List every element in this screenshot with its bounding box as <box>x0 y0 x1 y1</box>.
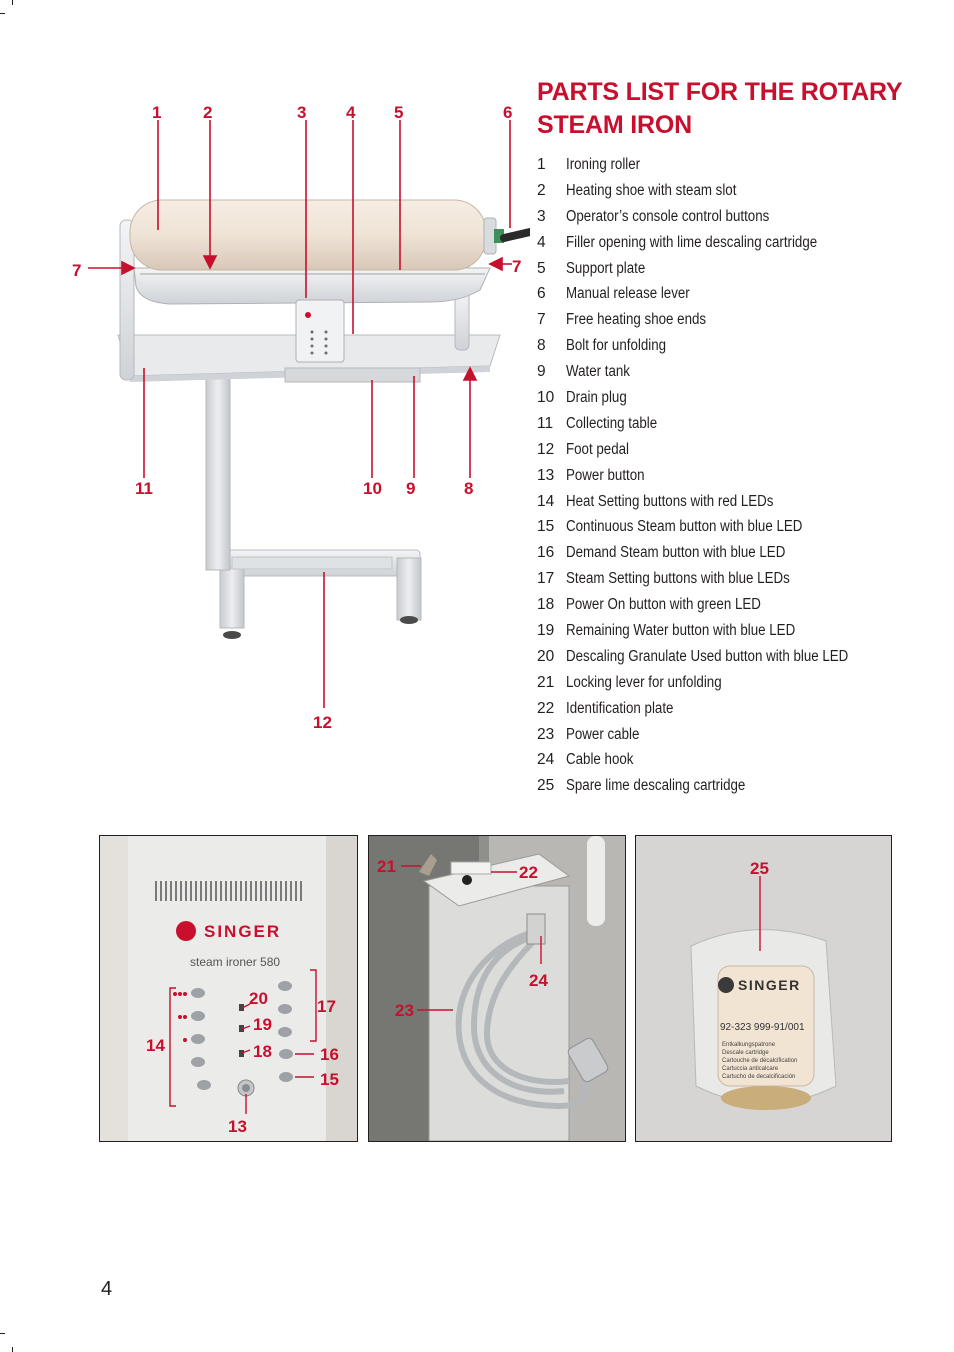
part-number: 8 <box>537 337 546 355</box>
page-number: 4 <box>101 1278 113 1300</box>
parts-list-item <box>537 747 894 773</box>
crop-mark <box>0 1333 5 1334</box>
callout-10: 10 <box>363 479 382 498</box>
part-label: Operator’s console control buttons <box>566 207 770 225</box>
callout-12: 12 <box>313 713 332 732</box>
part-number: 20 <box>537 647 555 665</box>
parts-list-item <box>537 463 894 489</box>
callout-22: 22 <box>519 863 538 882</box>
part-number: 19 <box>537 621 555 639</box>
part-number: 18 <box>537 596 555 614</box>
parts-list-item <box>537 773 894 799</box>
part-number: 21 <box>537 673 555 691</box>
console-model: steam ironer 580 <box>190 955 281 969</box>
part-number: 3 <box>537 207 546 225</box>
parts-list-item <box>537 230 894 256</box>
label-line: Cartouche de décalcification <box>722 1058 798 1064</box>
part-label: Identiﬁcation plate <box>566 699 674 717</box>
part-label: Water tank <box>566 363 630 381</box>
parts-list-item <box>537 618 894 644</box>
parts-list-item <box>537 204 894 230</box>
callout-23: 23 <box>395 1001 414 1020</box>
callout-9: 9 <box>406 479 416 498</box>
parts-list-item <box>537 696 894 722</box>
callout-19: 19 <box>253 1015 272 1034</box>
part-label: Cable hook <box>566 751 634 769</box>
callout-6: 6 <box>503 103 513 122</box>
part-label: Power cable <box>566 725 640 743</box>
part-label: Bolt for unfolding <box>566 337 667 355</box>
part-label: Descaling Granulate Used button with blue LED <box>566 647 849 665</box>
label-line: Descale cartridge <box>722 1050 769 1056</box>
parts-list-item <box>537 178 894 204</box>
operator-console <box>296 300 344 362</box>
callout-20: 20 <box>249 989 268 1008</box>
callout-25: 25 <box>750 859 769 878</box>
part-number: 5 <box>537 259 546 277</box>
water-tank <box>285 368 420 382</box>
part-label: Power button <box>566 466 645 484</box>
parts-list-item <box>537 670 894 696</box>
parts-list-item <box>537 489 894 515</box>
callout-8: 8 <box>464 479 474 498</box>
part-label: Spare lime descaling cartridge <box>566 777 746 795</box>
part-number: 17 <box>537 570 555 588</box>
part-label: Power On button with green LED <box>566 596 761 614</box>
part-label: Demand Steam button with blue LED <box>566 544 786 562</box>
part-number: 22 <box>537 699 555 717</box>
callout-1: 1 <box>152 103 162 122</box>
cartridge-part-number: 92-323 999-91/001 <box>720 1022 805 1033</box>
callout-4: 4 <box>346 103 356 122</box>
label-line: Cartuccia anticalcare <box>722 1066 779 1072</box>
callout-18: 18 <box>253 1042 272 1061</box>
parts-list-item <box>537 514 894 540</box>
part-number: 14 <box>537 492 555 510</box>
callout-16: 16 <box>320 1045 339 1064</box>
part-label: Ironing roller <box>566 155 641 173</box>
part-label: Filler opening with lime descaling cartridge <box>566 233 818 251</box>
part-number: 6 <box>537 285 546 303</box>
part-label: Drain plug <box>566 388 627 406</box>
part-number: 9 <box>537 363 546 381</box>
callout-5: 5 <box>394 103 404 122</box>
callout-7-right: 7 <box>512 257 522 276</box>
label-line: Cartucho de decalcificación <box>722 1074 796 1080</box>
cable-hook-photo <box>368 835 626 1142</box>
part-number: 23 <box>537 725 555 743</box>
part-number: 11 <box>537 414 554 432</box>
bolt-hole <box>462 875 472 885</box>
parts-list-item <box>537 540 894 566</box>
parts-list <box>537 152 894 799</box>
parts-list-item <box>537 152 894 178</box>
callout-14: 14 <box>146 1036 165 1055</box>
cartridge-photo <box>635 835 892 1142</box>
part-label: Collecting table <box>566 414 658 432</box>
part-number: 4 <box>537 233 546 251</box>
callout-11: 11 <box>135 479 153 498</box>
part-label: Remaining Water button with blue LED <box>566 621 796 639</box>
callout-2: 2 <box>203 103 213 122</box>
rotary-iron-figure <box>60 90 530 740</box>
page-title: PARTS LIST FOR THE ROTARY STEAM IRON <box>537 78 902 139</box>
cartridge-granulate <box>721 1086 811 1110</box>
parts-list-item <box>537 411 894 437</box>
callout-7-left: 7 <box>72 261 82 280</box>
parts-list-item <box>537 385 894 411</box>
part-label: Steam Setting buttons with blue LEDs <box>566 570 790 588</box>
part-number: 13 <box>537 466 555 484</box>
parts-list-item <box>537 722 894 748</box>
ironing-roller <box>130 200 530 270</box>
part-label: Manual release lever <box>566 285 690 303</box>
callout-3: 3 <box>297 103 307 122</box>
singer-logo-icon <box>718 977 734 993</box>
part-number: 16 <box>537 544 555 562</box>
part-label: Foot pedal <box>566 440 629 458</box>
parts-list-item <box>537 437 894 463</box>
part-label: Continuous Steam button with blue LED <box>566 518 803 536</box>
part-label: Heat Setting buttons with red LEDs <box>566 492 774 510</box>
callout-21: 21 <box>377 857 396 876</box>
cable-hook <box>527 914 545 944</box>
label-line: Entkalkungspatrone <box>722 1042 776 1048</box>
console-brand: SINGER <box>204 922 282 941</box>
crop-mark <box>12 0 13 5</box>
callout-13: 13 <box>228 1117 247 1136</box>
part-number: 2 <box>537 181 546 199</box>
console-photo <box>99 835 358 1142</box>
part-number: 1 <box>537 155 546 173</box>
callout-17: 17 <box>317 997 336 1016</box>
part-number: 15 <box>537 518 555 536</box>
callout-15: 15 <box>320 1070 339 1089</box>
parts-list-item <box>537 359 894 385</box>
cartridge-brand: SINGER <box>738 977 801 993</box>
stand-base <box>220 550 421 639</box>
parts-list-item <box>537 307 894 333</box>
part-number: 7 <box>537 311 546 329</box>
singer-logo-icon <box>176 921 196 941</box>
part-label: Heating shoe with steam slot <box>566 181 737 199</box>
part-label: Free heating shoe ends <box>566 311 707 329</box>
parts-list-item <box>537 256 894 282</box>
callout-24: 24 <box>529 971 548 990</box>
stand-pole <box>206 375 230 570</box>
parts-list-item <box>537 333 894 359</box>
part-label: Locking lever for unfolding <box>566 673 722 691</box>
part-label: Support plate <box>566 259 646 277</box>
heating-shoe <box>134 268 490 304</box>
parts-list-item <box>537 644 894 670</box>
part-number: 12 <box>537 440 555 458</box>
parts-list-item <box>537 592 894 618</box>
part-number: 24 <box>537 751 555 769</box>
part-number: 25 <box>537 777 555 795</box>
parts-list-item <box>537 566 894 592</box>
crop-mark <box>12 1347 13 1352</box>
part-number: 10 <box>537 388 555 406</box>
crop-mark <box>0 13 5 14</box>
parts-list-item <box>537 281 894 307</box>
identification-plate <box>451 862 491 874</box>
